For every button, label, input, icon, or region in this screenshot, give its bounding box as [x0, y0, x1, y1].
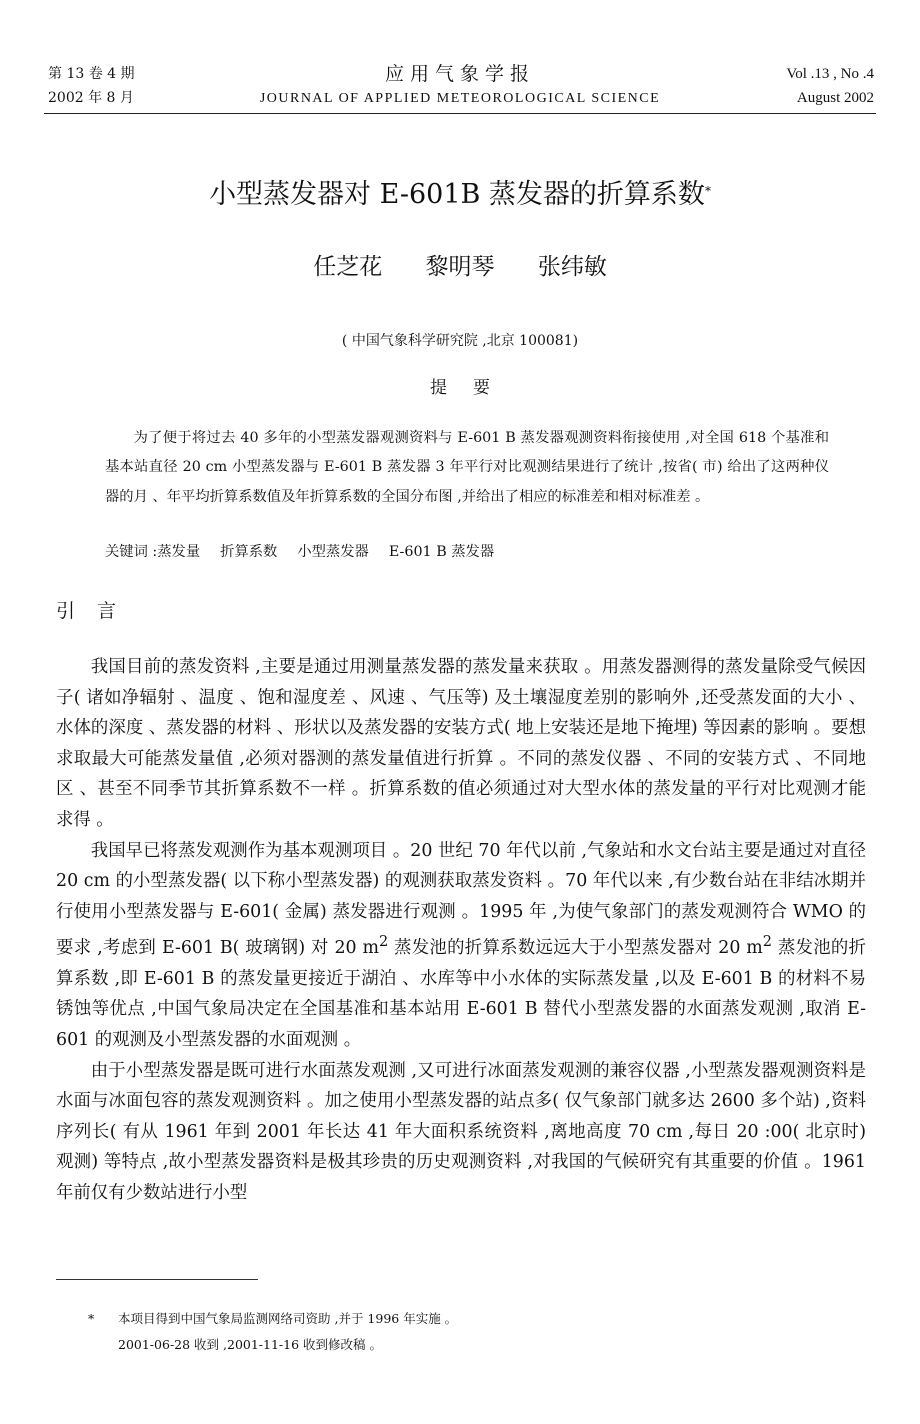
abstract-text: 为了便于将过去 40 多年的小型蒸发器观测资料与 E-601 B 蒸发器观测资料衔接使用 ,对全国 618 个基准和基本站直径 20 cm 小型蒸发器与 E-601 B 蒸发器 3 年平行对比观测结果进行了统计 ,按省( 市) 给出了这两种仪器的月 、年平均折算系数值及年折算系数的全国分布图 ,并给出了相应的标准差和相对标准差 。: [105, 430, 829, 505]
footnote-line: 本项目得到中国气象局监测网络司资助 ,并于 1996 年实施 。: [118, 1311, 458, 1326]
header-journal-block: [0, 62, 920, 111]
keyword: 小型蒸发器: [297, 544, 369, 560]
footnote-divider: [56, 1279, 258, 1280]
paragraph-part: 我国早已将蒸发观测作为基本观测项目 。20 世纪 70 年代以前 ,气象站和水文台站主要是通过对直径 20 cm 的小型蒸发器( 以下称小型蒸发器) 的观测获取蒸发资料 。70 年代以来 ,有少数台站在非结冰期并行使用小型蒸发器与 E-601( 金属) 蒸发器进行观测 。1995 年 ,为使气象部门的蒸发观测符合 WMO 的要求 ,考虑到 E-601 B( 玻璃钢) 对 20 m: [56, 840, 866, 959]
keyword: E-601 B 蒸发器: [388, 544, 495, 560]
journal-title-en: JOURNAL OF APPLIED METEOROLOGICAL SCIENCE: [259, 91, 661, 106]
header-issue: 第 13 卷 4 期: [48, 66, 135, 82]
author-list: [0, 249, 920, 285]
header-divider: [44, 113, 876, 114]
header-date: 2002 年 8 月: [48, 90, 134, 106]
superscript: 2: [378, 934, 389, 951]
header-volume-block: [786, 62, 874, 110]
footnote-line: 2001-06-28 收到 ,2001-11-16 收到修改稿 。: [118, 1337, 383, 1352]
title-footnote-mark: *: [704, 184, 711, 198]
author: 张纬敏: [537, 254, 607, 280]
paper-title-text: 小型蒸发器对 E-601B 蒸发器的折算系数: [209, 179, 705, 210]
paragraph-part: 蒸发池的折算系数远远大于小型蒸发器对 20 m: [388, 938, 763, 959]
footnote: [88, 1306, 457, 1358]
journal-title-cn: 应用气象学报: [384, 63, 535, 85]
header-date-en: August 2002: [796, 90, 874, 106]
paper-title: [0, 175, 920, 215]
footnote-mark: *: [88, 1311, 95, 1326]
paragraph: [56, 836, 866, 1056]
paragraph-part: 蒸发池的折算系数 ,即 E-601 B 的蒸发量更接近于湖泊 、水库等中小水体的实际蒸发量 ,以及 E-601 B 的材料不易锈蚀等优点 ,中国气象局决定在全国基准和基本站用 E-601 B 替代小型蒸发器的水面蒸发观测 ,取消 E-601 的观测及小型蒸发器的水面观测 。: [56, 938, 866, 1050]
keyword: 折算系数: [220, 544, 278, 560]
affiliation: ( 中国气象科学研究院 ,北京 100081): [341, 333, 579, 349]
keyword: 蒸发量: [157, 544, 201, 560]
author: 黎明琴: [425, 254, 495, 280]
abstract-body: [105, 424, 829, 512]
body-text: [56, 652, 866, 1208]
paragraph: 我国目前的蒸发资料 ,主要是通过用测量蒸发器的蒸发量来获取 。用蒸发器测得的蒸发量除受气候因子( 诸如净辐射 、温度 、饱和湿度差 、风速 、气压等) 及土壤湿度差别的影响外 ,还受蒸发面的大小 、水体的深度 、蒸发器的材料 、形状以及蒸发器的安装方式( 地上安装还是地下掩埋) 等因素的影响 。要想求取最大可能蒸发量值 ,必须对器测的蒸发量值进行折算 。不同的蒸发仪器 、不同的安装方式 、不同地区 、甚至不同季节其折算系数不一样 。折算系数的值必须通过对大型水体的蒸发量的平行对比观测才能求得 。: [56, 657, 866, 830]
section-heading: 引言: [56, 600, 139, 622]
superscript: 2: [762, 934, 772, 951]
keywords-label: 关键词 :: [105, 544, 158, 560]
author: 任芝花: [313, 254, 383, 280]
header-volume: Vol .13 , No .4: [786, 66, 874, 82]
paragraph: 由于小型蒸发器是既可进行水面蒸发观测 ,又可进行冰面蒸发观测的兼容仪器 ,小型蒸发器观测资料是水面与冰面包容的蒸发观测资料 。加之使用小型蒸发器的站点多( 仅气象部门就多达 2600 多个站) ,资料序列长( 有从 1961 年到 2001 年长达 41 年大面积系统资料 ,离地高度 70 cm ,每日 20 :00( 北京时) 观测) 等特点 ,故小型蒸发器资料是极其珍贵的历史观测资料 ,对我国的气候研究有其重要的价值 。1961 年前仅有少数站进行小型: [56, 1060, 866, 1203]
abstract-heading: 提要: [430, 378, 516, 398]
keywords: [105, 538, 829, 567]
